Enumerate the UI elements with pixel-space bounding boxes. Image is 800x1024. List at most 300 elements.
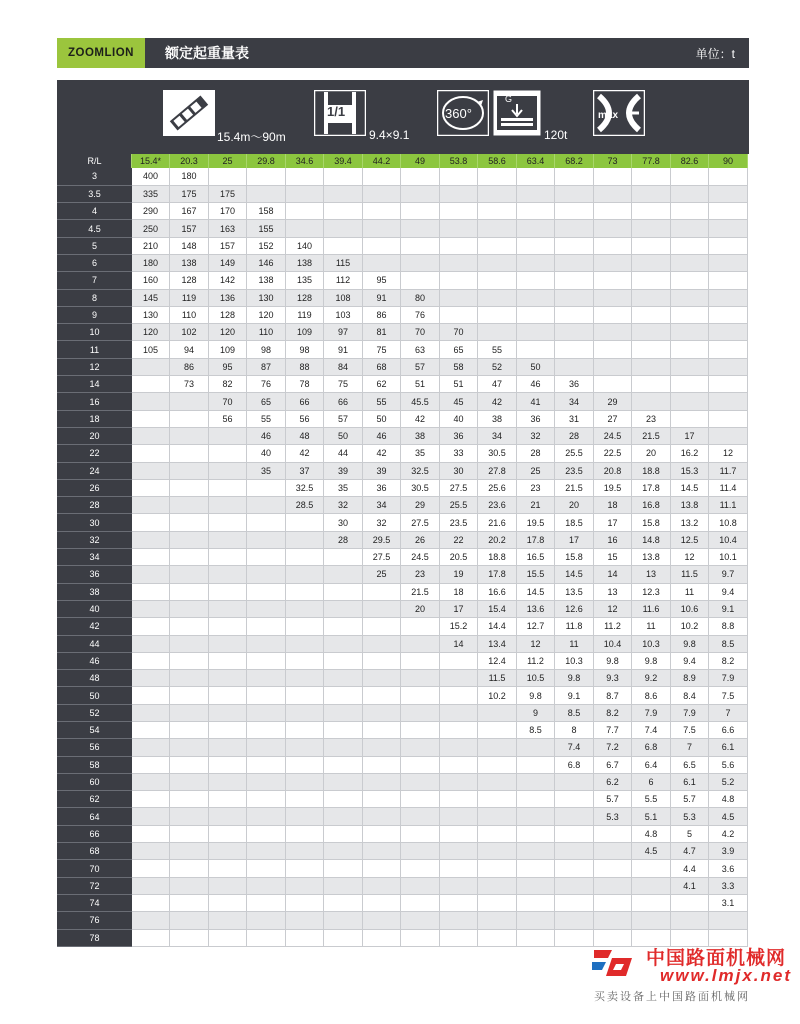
- load-cell: [247, 600, 286, 617]
- load-cell: 20: [632, 445, 671, 462]
- load-cell: [555, 185, 594, 202]
- load-cell: [286, 825, 324, 842]
- load-cell: [286, 652, 324, 669]
- watermark-url: www.lmjx.net: [660, 966, 793, 985]
- load-cell: 335: [132, 185, 170, 202]
- load-cell: 12: [594, 600, 632, 617]
- load-cell: [401, 254, 440, 271]
- load-cell: [132, 704, 170, 721]
- table-row: [58, 549, 748, 566]
- load-cell: 4.2: [709, 825, 748, 842]
- load-cell: 84: [324, 358, 363, 375]
- load-cell: 19: [440, 566, 478, 583]
- outrigger-span-spec: 9.4×9.1: [369, 128, 410, 142]
- load-cell: [594, 358, 632, 375]
- table-row: [58, 497, 748, 514]
- load-cell: [555, 254, 594, 271]
- load-cell: 4.7: [671, 843, 709, 860]
- load-cell: [132, 462, 170, 479]
- load-cell: [709, 254, 748, 271]
- load-cell: [709, 410, 748, 427]
- load-cell: 29: [594, 393, 632, 410]
- load-cell: 13.8: [671, 497, 709, 514]
- load-cell: 11: [555, 635, 594, 652]
- load-cell: 105: [132, 341, 170, 358]
- load-cell: 21.5: [632, 427, 671, 444]
- load-cell: [209, 704, 247, 721]
- load-cell: 8.6: [632, 687, 671, 704]
- load-cell: [594, 877, 632, 894]
- load-cell: [709, 358, 748, 375]
- load-cell: 76: [401, 306, 440, 323]
- load-cell: 16.8: [632, 497, 671, 514]
- load-cell: 50: [363, 410, 401, 427]
- brand-logo: ZOOMLION: [57, 38, 145, 68]
- load-cell: 39: [324, 462, 363, 479]
- load-cell: 5.2: [709, 773, 748, 790]
- load-cell: 9.4: [709, 583, 748, 600]
- load-cell: [170, 860, 209, 877]
- watermark-logo-icon: [590, 944, 638, 982]
- load-cell: [517, 324, 555, 341]
- boom-length-header: 53.8: [440, 154, 478, 168]
- load-cell: [209, 825, 247, 842]
- load-cell: 120: [132, 324, 170, 341]
- load-cell: 11.1: [709, 497, 748, 514]
- load-cell: 87: [247, 358, 286, 375]
- load-cell: [594, 220, 632, 237]
- load-cell: 11.5: [671, 566, 709, 583]
- load-cell: [594, 912, 632, 929]
- load-cell: 37: [286, 462, 324, 479]
- load-chart-table-wrap: [57, 154, 748, 947]
- load-cell: [555, 912, 594, 929]
- load-cell: 110: [170, 306, 209, 323]
- load-cell: [440, 929, 478, 946]
- radius-cell: 52: [58, 704, 132, 721]
- load-cell: [478, 185, 517, 202]
- load-cell: 5.7: [594, 791, 632, 808]
- radius-cell: 66: [58, 825, 132, 842]
- load-cell: [209, 427, 247, 444]
- load-cell: 120: [209, 324, 247, 341]
- load-cell: 32.5: [286, 479, 324, 496]
- load-cell: [247, 791, 286, 808]
- load-cell: 11.7: [709, 462, 748, 479]
- radius-cell: 22: [58, 445, 132, 462]
- load-cell: 170: [209, 203, 247, 220]
- load-cell: 44: [324, 445, 363, 462]
- load-cell: 15.5: [517, 566, 555, 583]
- load-cell: 135: [286, 272, 324, 289]
- load-cell: 5.7: [671, 791, 709, 808]
- load-cell: 4.8: [709, 791, 748, 808]
- load-cell: [286, 756, 324, 773]
- load-cell: 13: [632, 566, 671, 583]
- load-cell: [209, 791, 247, 808]
- load-cell: [286, 929, 324, 946]
- load-cell: 140: [286, 237, 324, 254]
- load-cell: [170, 635, 209, 652]
- load-cell: [594, 185, 632, 202]
- load-cell: 5.3: [594, 808, 632, 825]
- load-cell: [286, 860, 324, 877]
- load-cell: [170, 462, 209, 479]
- load-cell: [324, 652, 363, 669]
- load-cell: [132, 756, 170, 773]
- load-cell: 12.7: [517, 618, 555, 635]
- load-cell: 15.8: [555, 549, 594, 566]
- load-cell: [555, 808, 594, 825]
- load-cell: [671, 237, 709, 254]
- load-cell: [440, 825, 478, 842]
- load-cell: [594, 168, 632, 185]
- load-cell: [709, 324, 748, 341]
- load-cell: 12: [517, 635, 555, 652]
- boom-length-header-row: [58, 154, 748, 168]
- load-cell: [517, 254, 555, 271]
- load-cell: [286, 704, 324, 721]
- table-row: [58, 687, 748, 704]
- load-cell: 91: [363, 289, 401, 306]
- load-cell: [209, 618, 247, 635]
- load-cell: 63: [401, 341, 440, 358]
- load-cell: [671, 289, 709, 306]
- load-cell: 68: [363, 358, 401, 375]
- ratio-label: 1/1: [327, 104, 346, 119]
- load-cell: [594, 203, 632, 220]
- radius-cell: 58: [58, 756, 132, 773]
- load-cell: [363, 583, 401, 600]
- load-cell: [440, 652, 478, 669]
- load-cell: [632, 860, 671, 877]
- load-cell: [132, 549, 170, 566]
- load-cell: 18.8: [632, 462, 671, 479]
- load-cell: 12: [671, 549, 709, 566]
- load-cell: 6.1: [671, 773, 709, 790]
- load-cell: 95: [363, 272, 401, 289]
- radius-cell: 78: [58, 929, 132, 946]
- load-cell: 11: [671, 583, 709, 600]
- load-cell: 5.6: [709, 756, 748, 773]
- load-cell: [401, 618, 440, 635]
- load-cell: [132, 410, 170, 427]
- load-cell: 25.6: [478, 479, 517, 496]
- load-cell: 167: [170, 203, 209, 220]
- load-cell: [247, 168, 286, 185]
- load-cell: [286, 773, 324, 790]
- table-row: [58, 427, 748, 444]
- load-cell: [401, 722, 440, 739]
- load-cell: [709, 203, 748, 220]
- load-cell: [632, 393, 671, 410]
- load-cell: 25: [517, 462, 555, 479]
- load-cell: [132, 670, 170, 687]
- load-cell: [555, 324, 594, 341]
- table-row: [58, 514, 748, 531]
- load-cell: 81: [363, 324, 401, 341]
- load-cell: [209, 462, 247, 479]
- table-row: [58, 393, 748, 410]
- load-cell: 36: [363, 479, 401, 496]
- table-row: [58, 756, 748, 773]
- load-cell: [517, 739, 555, 756]
- load-cell: 29.5: [363, 531, 401, 548]
- load-cell: 32.5: [401, 462, 440, 479]
- load-cell: 23: [632, 410, 671, 427]
- boom-length-header: 44.2: [363, 154, 401, 168]
- load-cell: 21: [517, 497, 555, 514]
- load-cell: [401, 791, 440, 808]
- table-row: [58, 341, 748, 358]
- table-row: [58, 566, 748, 583]
- load-cell: 13: [594, 583, 632, 600]
- boom-length-header: 73: [594, 154, 632, 168]
- load-cell: [401, 687, 440, 704]
- load-cell: [478, 722, 517, 739]
- load-cell: [324, 860, 363, 877]
- table-row: [58, 324, 748, 341]
- load-cell: [209, 894, 247, 911]
- load-cell: [247, 479, 286, 496]
- load-cell: [401, 739, 440, 756]
- load-cell: 82: [209, 376, 247, 393]
- load-cell: 138: [247, 272, 286, 289]
- load-cell: 8.7: [594, 687, 632, 704]
- counterweight-spec: 120t: [544, 128, 568, 142]
- load-cell: 31: [555, 410, 594, 427]
- load-cell: [440, 168, 478, 185]
- load-cell: 98: [247, 341, 286, 358]
- radius-cell: 38: [58, 583, 132, 600]
- load-cell: [363, 894, 401, 911]
- radius-cell: 48: [58, 670, 132, 687]
- load-cell: [478, 254, 517, 271]
- load-cell: [324, 722, 363, 739]
- boom-length-header: 15.4*: [132, 154, 170, 168]
- load-cell: [709, 341, 748, 358]
- load-cell: 136: [209, 289, 247, 306]
- load-cell: [594, 254, 632, 271]
- load-cell: 23: [517, 479, 555, 496]
- load-cell: [286, 670, 324, 687]
- load-cell: [247, 894, 286, 911]
- load-cell: [247, 549, 286, 566]
- load-cell: 46: [363, 427, 401, 444]
- load-cell: [478, 912, 517, 929]
- table-row: [58, 825, 748, 842]
- load-cell: [324, 894, 363, 911]
- load-cell: [594, 860, 632, 877]
- load-cell: [132, 427, 170, 444]
- load-cell: 4.5: [632, 843, 671, 860]
- load-cell: 5.5: [632, 791, 671, 808]
- radius-cell: 3.5: [58, 185, 132, 202]
- load-cell: [324, 843, 363, 860]
- load-cell: [247, 808, 286, 825]
- load-cell: [517, 220, 555, 237]
- load-cell: [170, 410, 209, 427]
- load-cell: 109: [209, 341, 247, 358]
- load-cell: 10.3: [555, 652, 594, 669]
- load-cell: 9.1: [555, 687, 594, 704]
- load-cell: [440, 704, 478, 721]
- load-cell: 7.2: [594, 739, 632, 756]
- load-cell: 180: [132, 254, 170, 271]
- table-row: [58, 531, 748, 548]
- load-cell: [363, 912, 401, 929]
- load-cell: [517, 756, 555, 773]
- load-cell: [440, 203, 478, 220]
- load-cell: [170, 722, 209, 739]
- load-cell: 4.1: [671, 877, 709, 894]
- load-cell: [363, 791, 401, 808]
- load-cell: [247, 912, 286, 929]
- load-cell: [170, 912, 209, 929]
- load-cell: [132, 358, 170, 375]
- load-cell: 24.5: [401, 549, 440, 566]
- load-cell: [709, 220, 748, 237]
- load-cell: 4.5: [709, 808, 748, 825]
- load-cell: 115: [324, 254, 363, 271]
- load-cell: [132, 566, 170, 583]
- load-cell: 7.9: [671, 704, 709, 721]
- load-cell: [132, 739, 170, 756]
- load-cell: [170, 427, 209, 444]
- load-cell: [209, 912, 247, 929]
- load-cell: [517, 929, 555, 946]
- load-cell: [170, 393, 209, 410]
- radius-cell: 4.5: [58, 220, 132, 237]
- load-cell: [324, 756, 363, 773]
- load-cell: [247, 929, 286, 946]
- load-cell: [170, 704, 209, 721]
- load-cell: 128: [209, 306, 247, 323]
- load-cell: [440, 670, 478, 687]
- load-cell: [594, 324, 632, 341]
- radius-cell: 5: [58, 237, 132, 254]
- watermark-slogan: 买卖设备上中国路面机械网: [594, 991, 750, 1003]
- load-cell: 290: [132, 203, 170, 220]
- load-cell: 12.6: [555, 600, 594, 617]
- load-cell: 4.4: [671, 860, 709, 877]
- load-cell: [286, 635, 324, 652]
- load-cell: 119: [170, 289, 209, 306]
- load-cell: 9.8: [632, 652, 671, 669]
- load-cell: [478, 272, 517, 289]
- load-cell: [401, 756, 440, 773]
- table-row: [58, 618, 748, 635]
- load-cell: 20.5: [440, 549, 478, 566]
- load-cell: 7.9: [709, 670, 748, 687]
- load-cell: 13.6: [517, 600, 555, 617]
- load-cell: 34: [478, 427, 517, 444]
- load-cell: 32: [324, 497, 363, 514]
- load-cell: [440, 272, 478, 289]
- load-cell: 48: [286, 427, 324, 444]
- load-cell: 24.5: [594, 427, 632, 444]
- load-cell: 18.5: [555, 514, 594, 531]
- load-cell: [671, 341, 709, 358]
- boom-length-header: 25: [209, 154, 247, 168]
- radius-cell: 3: [58, 168, 132, 185]
- table-row: [58, 358, 748, 375]
- load-cell: 27.5: [440, 479, 478, 496]
- load-cell: [671, 168, 709, 185]
- load-cell: [286, 843, 324, 860]
- load-cell: 19.5: [517, 514, 555, 531]
- load-cell: 146: [247, 254, 286, 271]
- load-cell: 130: [132, 306, 170, 323]
- boom-length-header: 63.4: [517, 154, 555, 168]
- load-cell: 155: [247, 220, 286, 237]
- table-row: [58, 670, 748, 687]
- radius-cell: 44: [58, 635, 132, 652]
- load-cell: 11.2: [517, 652, 555, 669]
- radius-cell: 16: [58, 393, 132, 410]
- load-cell: [363, 635, 401, 652]
- load-cell: [440, 912, 478, 929]
- load-cell: 32: [363, 514, 401, 531]
- load-cell: [209, 722, 247, 739]
- table-row: [58, 860, 748, 877]
- load-cell: 28: [555, 427, 594, 444]
- load-cell: [286, 549, 324, 566]
- load-cell: 62: [363, 376, 401, 393]
- load-cell: [517, 894, 555, 911]
- radius-cell: 28: [58, 497, 132, 514]
- load-cell: 7.7: [594, 722, 632, 739]
- load-cell: [671, 912, 709, 929]
- load-cell: [209, 929, 247, 946]
- load-cell: 17: [671, 427, 709, 444]
- load-cell: [401, 670, 440, 687]
- load-cell: 4.8: [632, 825, 671, 842]
- load-cell: [286, 168, 324, 185]
- load-cell: [671, 306, 709, 323]
- table-row: [58, 410, 748, 427]
- load-cell: [209, 583, 247, 600]
- radius-cell: 18: [58, 410, 132, 427]
- load-cell: [170, 514, 209, 531]
- load-cell: [132, 600, 170, 617]
- load-cell: [132, 791, 170, 808]
- load-cell: [440, 220, 478, 237]
- table-row: [58, 462, 748, 479]
- load-cell: 23.5: [555, 462, 594, 479]
- load-cell: [132, 825, 170, 842]
- load-cell: 97: [324, 324, 363, 341]
- load-cell: 56: [209, 410, 247, 427]
- load-cell: [170, 791, 209, 808]
- load-cell: [478, 756, 517, 773]
- load-cell: [632, 237, 671, 254]
- load-cell: 38: [478, 410, 517, 427]
- radius-cell: 74: [58, 894, 132, 911]
- load-cell: 39: [363, 462, 401, 479]
- boom-length-header: 34.6: [286, 154, 324, 168]
- table-row: [58, 445, 748, 462]
- load-cell: [594, 341, 632, 358]
- load-cell: 8.4: [671, 687, 709, 704]
- load-cell: 30.5: [401, 479, 440, 496]
- load-cell: [286, 531, 324, 548]
- load-cell: [247, 635, 286, 652]
- load-cell: 6.4: [632, 756, 671, 773]
- load-cell: [555, 773, 594, 790]
- load-cell: 20: [401, 600, 440, 617]
- load-cell: [324, 929, 363, 946]
